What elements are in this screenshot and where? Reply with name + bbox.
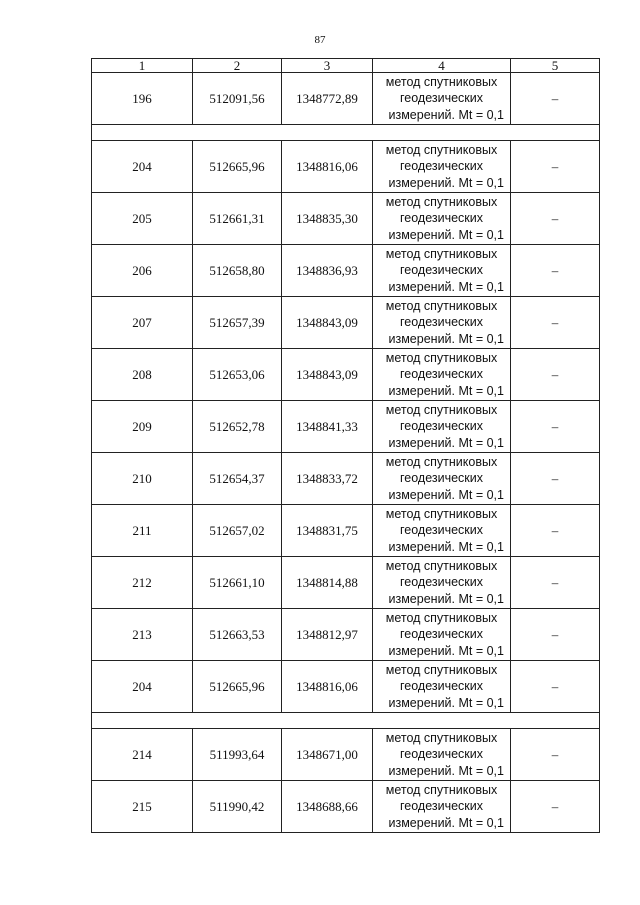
point-number-cell: 209 [92,401,193,453]
point-number-cell: 204 [92,661,193,713]
method-line: геодезических [399,211,483,226]
point-number-cell: 207 [92,297,193,349]
method-cell [373,349,511,401]
table-row [92,245,600,297]
table-row [92,401,600,453]
y-coordinate-cell: 1348831,75 [282,505,373,557]
method-line: метод спутниковых [385,194,498,209]
y-coordinate-cell: 1348835,30 [282,193,373,245]
point-number-cell: 204 [92,141,193,193]
y-coordinate-cell: 1348814,88 [282,557,373,609]
x-coordinate-cell: 512658,80 [193,245,282,297]
method-cell [373,73,511,125]
method-cell [373,781,511,833]
x-coordinate-cell: 512657,39 [193,297,282,349]
note-cell: – [511,729,600,781]
method-line: измерений. Mt = 0,1 [388,279,504,294]
method-line: измерений. Mt = 0,1 [388,331,504,346]
y-coordinate-cell: 1348843,09 [282,297,373,349]
method-line: измерений. Mt = 0,1 [388,435,504,450]
note-cell: – [511,73,600,125]
table-row [92,193,600,245]
method-line: измерений. Mt = 0,1 [388,763,504,778]
method-line: метод спутниковых [385,506,498,521]
method-cell [373,401,511,453]
spacer-row [92,125,600,141]
method-cell [373,297,511,349]
table-row [92,349,600,401]
note-cell: – [511,661,600,713]
method-cell [373,557,511,609]
method-line: метод спутниковых [385,246,498,261]
x-coordinate-cell: 511993,64 [193,729,282,781]
method-line: измерений. Mt = 0,1 [388,487,504,502]
note-cell: – [511,609,600,661]
column-header-3: 3 [282,59,373,73]
note-cell: – [511,349,600,401]
spacer-cell [92,125,600,141]
column-header-2: 2 [193,59,282,73]
note-cell: – [511,141,600,193]
note-cell: – [511,505,600,557]
y-coordinate-cell: 1348836,93 [282,245,373,297]
method-line: геодезических [399,679,483,694]
x-coordinate-cell: 512654,37 [193,453,282,505]
note-cell: – [511,557,600,609]
y-coordinate-cell: 1348816,06 [282,661,373,713]
note-cell: – [511,297,600,349]
x-coordinate-cell: 512652,78 [193,401,282,453]
y-coordinate-cell: 1348816,06 [282,141,373,193]
page-number: 87 [314,34,326,46]
table-row [92,557,600,609]
x-coordinate-cell: 512665,96 [193,141,282,193]
method-line: метод спутниковых [385,402,498,417]
method-line: измерений. Mt = 0,1 [388,175,504,190]
x-coordinate-cell: 512657,02 [193,505,282,557]
method-cell [373,193,511,245]
method-line: геодезических [399,419,483,434]
point-number-cell: 205 [92,193,193,245]
x-coordinate-cell: 512663,53 [193,609,282,661]
method-line: метод спутниковых [385,454,498,469]
y-coordinate-cell: 1348841,33 [282,401,373,453]
method-line: геодезических [399,747,483,762]
point-number-cell: 206 [92,245,193,297]
method-line: геодезических [399,575,483,590]
method-line: геодезических [399,471,483,486]
note-cell: – [511,401,600,453]
y-coordinate-cell: 1348843,09 [282,349,373,401]
note-cell: – [511,193,600,245]
table-row [92,729,600,781]
method-line: метод спутниковых [385,610,498,625]
method-line: геодезических [399,159,483,174]
y-coordinate-cell: 1348812,97 [282,609,373,661]
x-coordinate-cell: 511990,42 [193,781,282,833]
method-line: измерений. Mt = 0,1 [388,643,504,658]
x-coordinate-cell: 512661,10 [193,557,282,609]
x-coordinate-cell: 512091,56 [193,73,282,125]
method-cell [373,245,511,297]
column-header-4: 4 [373,59,511,73]
table-row [92,781,600,833]
method-line: метод спутниковых [385,350,498,365]
table-row [92,73,600,125]
note-cell: – [511,245,600,297]
method-line: измерений. Mt = 0,1 [388,107,504,122]
column-header-5: 5 [511,59,600,73]
method-line: метод спутниковых [385,662,498,677]
method-line: геодезических [399,315,483,330]
method-line: геодезических [399,799,483,814]
method-line: геодезических [399,263,483,278]
method-line: геодезических [399,627,483,642]
point-number-cell: 212 [92,557,193,609]
method-line: геодезических [399,367,483,382]
point-number-cell: 210 [92,453,193,505]
x-coordinate-cell: 512653,06 [193,349,282,401]
method-line: метод спутниковых [385,730,498,745]
method-cell [373,729,511,781]
method-line: метод спутниковых [385,782,498,797]
spacer-row [92,713,600,729]
point-number-cell: 215 [92,781,193,833]
column-header-1: 1 [92,59,193,73]
method-cell [373,661,511,713]
method-line: измерений. Mt = 0,1 [388,383,504,398]
point-number-cell: 214 [92,729,193,781]
method-line: измерений. Mt = 0,1 [388,539,504,554]
y-coordinate-cell: 1348833,72 [282,453,373,505]
method-line: геодезических [399,91,483,106]
method-line: измерений. Mt = 0,1 [388,227,504,242]
note-cell: – [511,781,600,833]
method-line: измерений. Mt = 0,1 [388,591,504,606]
table-row [92,609,600,661]
point-number-cell: 211 [92,505,193,557]
header-row [92,59,600,73]
method-line: метод спутниковых [385,558,498,573]
method-cell [373,141,511,193]
y-coordinate-cell: 1348671,00 [282,729,373,781]
x-coordinate-cell: 512665,96 [193,661,282,713]
method-line: измерений. Mt = 0,1 [388,695,504,710]
method-line: геодезических [399,523,483,538]
method-line: метод спутниковых [385,298,498,313]
coordinates-table [91,58,600,833]
table-row [92,141,600,193]
point-number-cell: 213 [92,609,193,661]
table-row [92,505,600,557]
y-coordinate-cell: 1348688,66 [282,781,373,833]
method-line: метод спутниковых [385,74,498,89]
table-row [92,453,600,505]
point-number-cell: 196 [92,73,193,125]
y-coordinate-cell: 1348772,89 [282,73,373,125]
note-cell: – [511,453,600,505]
table-row [92,297,600,349]
x-coordinate-cell: 512661,31 [193,193,282,245]
method-line: метод спутниковых [385,142,498,157]
method-cell [373,505,511,557]
method-cell [373,609,511,661]
point-number-cell: 208 [92,349,193,401]
method-cell [373,453,511,505]
spacer-cell [92,713,600,729]
method-line: измерений. Mt = 0,1 [388,815,504,830]
table-row [92,661,600,713]
